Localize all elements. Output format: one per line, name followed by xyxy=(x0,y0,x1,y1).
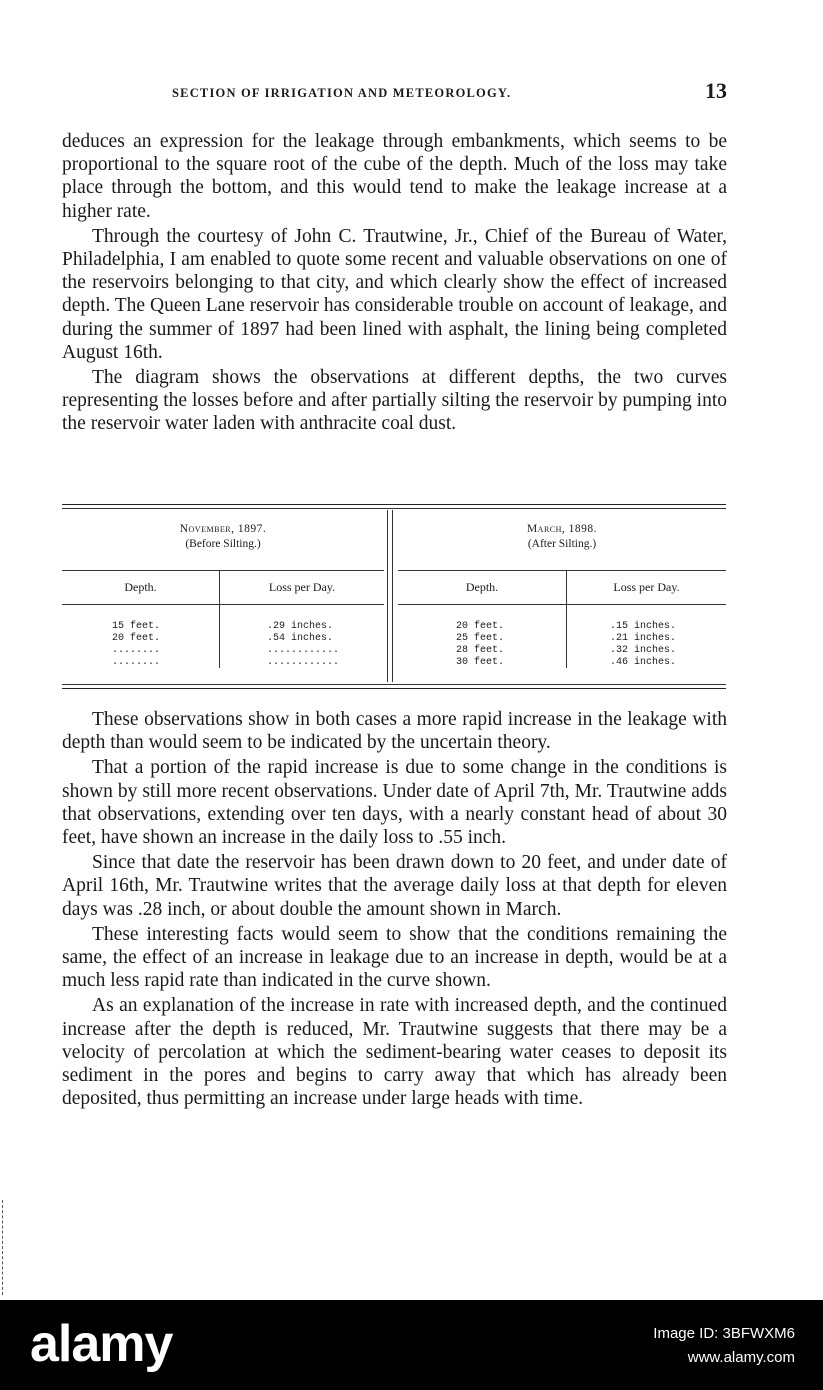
text-block-after-table xyxy=(62,708,727,1112)
group-subtitle: (After Silting.) xyxy=(527,538,597,550)
site-url: www.alamy.com xyxy=(687,1349,795,1366)
table-group-after-silting xyxy=(398,500,726,692)
group-heading xyxy=(62,522,384,552)
group-subtitle: (Before Silting.) xyxy=(185,538,261,550)
watermark-footer xyxy=(0,1300,823,1390)
group-title: November, 1897. xyxy=(179,523,267,535)
image-id-block xyxy=(653,1322,795,1370)
table-cell: ............ xyxy=(267,645,340,656)
image-id: Image ID: 3BFWXM6 xyxy=(653,1325,795,1342)
paragraph: These observations show in both cases a more rapid increase in the leakage with depth than would seem to be indicated by the uncertain theory. xyxy=(62,709,727,754)
table-group-divider xyxy=(387,510,393,682)
group-title: March, 1898. xyxy=(526,523,598,535)
depth-cells xyxy=(456,621,504,669)
table-cell: .15 inches. xyxy=(610,621,677,632)
column-rule xyxy=(398,604,726,605)
table-bottom-rule xyxy=(62,688,726,689)
table-bottom-rule-inner xyxy=(62,684,726,685)
observations-table xyxy=(62,500,726,692)
table-cell: .46 inches. xyxy=(610,657,677,668)
paragraph: These interesting facts would seem to show that the conditions remaining the same, the effect of an increase in leakage due to an increase in depth, would be at a much less rapid rate than indicated in the curve shown. xyxy=(62,923,727,992)
table-cell: ........ xyxy=(112,645,161,656)
paragraph: As an explanation of the increase in rate with increased depth, and the continued increase after the depth is reduced, Mr. Trautwine suggests that there may be a velocity of percolation at which the sediment-bearing water ceases to deposit its sediment in the pores and begins to carry away that which has already been deposited, thus permitting an increase under large heads with time. xyxy=(62,995,727,1110)
paragraph: The diagram shows the observations at different depths, the two curves representing the losses before and after partially silting the reservoir by pumping into the reservoir water laden with anthracite coal dust. xyxy=(62,367,727,435)
page-number: 13 xyxy=(705,78,727,103)
scan-edge-mark xyxy=(2,1200,5,1295)
table-cell: ............ xyxy=(267,657,340,668)
page-header xyxy=(62,78,727,108)
table-cell: .21 inches. xyxy=(610,633,677,644)
table-cell: 30 feet. xyxy=(456,657,505,668)
text-block-before-table xyxy=(62,130,727,438)
column-rule xyxy=(62,604,384,605)
table-cell: 25 feet. xyxy=(456,633,505,644)
column-header-loss: Loss per Day. xyxy=(268,580,336,594)
depth-cells xyxy=(112,621,160,669)
table-cell: ........ xyxy=(112,657,161,668)
table-group-before-silting xyxy=(62,500,384,692)
table-cell: 20 feet. xyxy=(456,621,505,632)
table-cell: 20 feet. xyxy=(112,633,161,644)
column-header-depth: Depth. xyxy=(124,580,157,594)
column-header-loss: Loss per Day. xyxy=(613,580,680,594)
table-cell: 15 feet. xyxy=(112,621,161,632)
table-cell: .32 inches. xyxy=(610,645,677,656)
paragraph: Through the courtesy of John C. Trautwine, Jr., Chief of the Bureau of Water, Philadelphia, I am enabled to quote some recent and valuable observations on one of the reservoirs belonging to that city, and which clearly show the effect of increased depth. The Queen Lane reservoir has considerable trouble on account of leakage, and during the summer of 1897 had been lined with asphalt, the lining being completed August 16th. xyxy=(62,225,727,363)
column-rule xyxy=(62,570,384,571)
running-head: SECTION OF IRRIGATION AND METEOROLOGY. xyxy=(172,86,512,100)
paragraph: deduces an expression for the leakage through embankments, which seems to be proportional to the square root of the cube of the depth. Much of the loss may take place through the bottom, and this would tend to make the leakage increase at a higher rate. xyxy=(62,131,727,222)
loss-cells xyxy=(610,621,676,669)
group-heading xyxy=(398,522,726,552)
column-header-depth: Depth. xyxy=(465,580,499,594)
loss-cells xyxy=(267,621,339,669)
paragraph: That a portion of the rapid increase is due to some change in the conditions is shown by still more recent observations. Under date of April 7th, Mr. Trautwine adds that observations, extending over ten days, with a nearly constant head of about 30 feet, have shown an increase in the daily loss to .55 inch. xyxy=(62,757,727,849)
alamy-logo: alamy xyxy=(30,1315,173,1373)
table-cell: .54 inches. xyxy=(267,633,334,644)
table-cell: .29 inches. xyxy=(267,621,334,632)
paragraph: Since that date the reservoir has been drawn down to 20 feet, and under date of April 16th, Mr. Trautwine writes that the average daily loss at that depth for eleven days was .28 inch, or about double the amount shown in March. xyxy=(62,852,727,920)
table-cell: 28 feet. xyxy=(456,645,505,656)
column-rule xyxy=(398,570,726,571)
